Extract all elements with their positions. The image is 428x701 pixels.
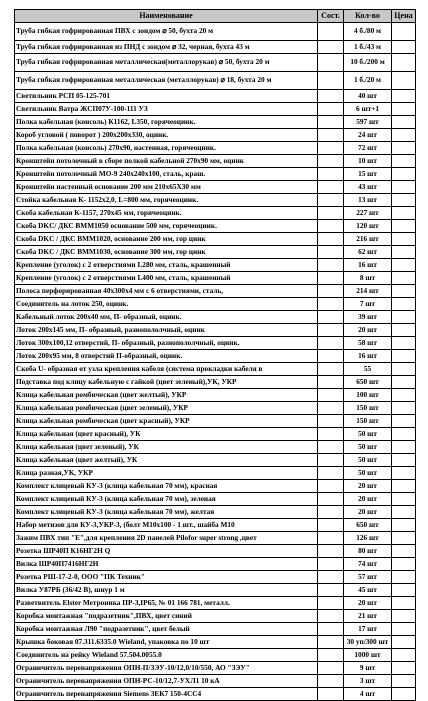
cell-unit <box>318 532 344 545</box>
table-row <box>15 129 416 142</box>
cell-qty: 55 <box>344 363 392 376</box>
table-row <box>15 54 416 72</box>
cell-name: Зажим ПВХ тип "Е",для крепления 2D панелей Pilofor super strong ,цвет <box>15 532 318 545</box>
table-row <box>15 454 416 467</box>
cell-unit <box>318 441 344 454</box>
header-price: Цена <box>392 10 416 23</box>
cell-qty: 6 шт+1 <box>344 103 392 116</box>
cell-price <box>392 298 416 311</box>
cell-unit <box>318 220 344 233</box>
cell-unit <box>318 207 344 220</box>
cell-qty: 30 уп/300 шт <box>344 636 392 649</box>
cell-unit <box>318 610 344 623</box>
cell-qty: 214 шт <box>344 285 392 298</box>
cell-unit <box>318 194 344 207</box>
cell-name: Крышка боковая 07.311.6335.0 Wieland, упаковка по 10 шт <box>15 636 318 649</box>
cell-price <box>392 142 416 155</box>
cell-unit <box>318 311 344 324</box>
cell-name: Вилка ШР40П7416НГ2Н <box>15 558 318 571</box>
cell-price <box>392 233 416 246</box>
cell-price <box>392 324 416 337</box>
cell-unit <box>318 116 344 129</box>
cell-unit <box>318 142 344 155</box>
cell-price <box>392 675 416 688</box>
cell-price <box>392 23 416 41</box>
cell-name: Короб угловой ( поворот ) 200х200х330, оцинк. <box>15 129 318 142</box>
cell-qty: 62 шт <box>344 246 392 259</box>
cell-price <box>392 116 416 129</box>
cell-qty: 50 шт <box>344 454 392 467</box>
cell-price <box>392 545 416 558</box>
table-row <box>15 558 416 571</box>
cell-price <box>392 72 416 90</box>
cell-name: Труба гибкая гофрированная металлическая(металлорукав) ⌀ 50, бухта 20 м <box>15 54 318 72</box>
cell-name: Клица кабельная ромбическая (цвет красный), УКР <box>15 415 318 428</box>
cell-price <box>392 194 416 207</box>
cell-qty: 1 б./43 м <box>344 41 392 54</box>
cell-qty: 50 шт <box>344 467 392 480</box>
cell-name: Ограничитель перенапряжения Siemens 3ЕК7 150-4СС4 <box>15 688 318 701</box>
cell-price <box>392 103 416 116</box>
cell-price <box>392 493 416 506</box>
cell-unit <box>318 54 344 72</box>
cell-price <box>392 454 416 467</box>
cell-name: Кронштейн потолочный в сборе полкой кабельной 270х90 мм, оцинк <box>15 155 318 168</box>
table-row <box>15 532 416 545</box>
cell-unit <box>318 571 344 584</box>
cell-unit <box>318 168 344 181</box>
cell-name: Набор метизов для КУ-3,УКР-3, (болт М10х100 - 1 шт., шайба М10 <box>15 519 318 532</box>
cell-price <box>392 41 416 54</box>
header-qty: Кол-во <box>344 10 392 23</box>
cell-qty: 20 шт <box>344 324 392 337</box>
cell-unit <box>318 493 344 506</box>
cell-price <box>392 350 416 363</box>
cell-qty: 24 шт <box>344 129 392 142</box>
cell-price <box>392 181 416 194</box>
table-row <box>15 662 416 675</box>
inventory-table <box>14 9 416 701</box>
cell-unit <box>318 90 344 103</box>
cell-qty: 16 шт <box>344 259 392 272</box>
cell-price <box>392 428 416 441</box>
cell-unit <box>318 688 344 701</box>
cell-name: Крепление (уголок) с 2 отверстиями L400 мм, сталь, крашенный <box>15 272 318 285</box>
cell-price <box>392 623 416 636</box>
table-row <box>15 623 416 636</box>
table-row <box>15 350 416 363</box>
cell-qty: 45 шт <box>344 584 392 597</box>
cell-unit <box>318 155 344 168</box>
cell-price <box>392 207 416 220</box>
cell-qty: 15 шт <box>344 168 392 181</box>
cell-price <box>392 155 416 168</box>
cell-qty: 4 шт <box>344 688 392 701</box>
cell-name: Кронштейн потолочный МО-9 240х240х100, сталь, краш. <box>15 168 318 181</box>
cell-unit <box>318 558 344 571</box>
table-row <box>15 545 416 558</box>
cell-price <box>392 584 416 597</box>
cell-unit <box>318 454 344 467</box>
cell-name: Коробка монтажная "подразетник",ПВХ, цвет синий <box>15 610 318 623</box>
cell-price <box>392 506 416 519</box>
cell-unit <box>318 636 344 649</box>
cell-qty: 3 шт <box>344 675 392 688</box>
cell-name: Клица кабельная (цвет желтый), УК <box>15 454 318 467</box>
table-row <box>15 363 416 376</box>
cell-name: Скоба DKC / ДКС ВММ1030, основание 300 мм, гор цинк <box>15 246 318 259</box>
cell-unit <box>318 415 344 428</box>
cell-name: Клица кабельная (цвет красный), УК <box>15 428 318 441</box>
table-row <box>15 324 416 337</box>
cell-unit <box>318 298 344 311</box>
table-row <box>15 480 416 493</box>
cell-unit <box>318 181 344 194</box>
table-row <box>15 41 416 54</box>
cell-qty: 126 шт <box>344 532 392 545</box>
cell-price <box>392 402 416 415</box>
cell-unit <box>318 519 344 532</box>
cell-qty: 10 б./200 м <box>344 54 392 72</box>
cell-unit <box>318 259 344 272</box>
table-row <box>15 23 416 41</box>
table-row <box>15 155 416 168</box>
cell-qty: 650 шт <box>344 376 392 389</box>
cell-price <box>392 636 416 649</box>
cell-price <box>392 246 416 259</box>
cell-name: Коробка монтажная Л90 "подразетник", цвет белый <box>15 623 318 636</box>
cell-name: Кабельный лоток 200х40 мм, П- образный, оцинк. <box>15 311 318 324</box>
cell-unit <box>318 363 344 376</box>
cell-qty: 1 б./20 м <box>344 72 392 90</box>
cell-price <box>392 168 416 181</box>
cell-name: Комплект клицевый КУ-3 (клица кабельная 70 мм), зеленая <box>15 493 318 506</box>
cell-qty: 80 шт <box>344 545 392 558</box>
table-row <box>15 337 416 350</box>
table-row <box>15 90 416 103</box>
table-row <box>15 597 416 610</box>
table-row <box>15 272 416 285</box>
cell-qty: 16 шт <box>344 350 392 363</box>
table-row <box>15 506 416 519</box>
cell-qty: 7 шт <box>344 298 392 311</box>
cell-price <box>392 649 416 662</box>
cell-name: Подставка под клицу кабельную с гайкой (цвет зеленый),УК, УКР <box>15 376 318 389</box>
cell-name: Клица разная,УК, УКР <box>15 467 318 480</box>
cell-qty: 8 шт <box>344 272 392 285</box>
cell-qty: 17 шт <box>344 623 392 636</box>
table-row <box>15 142 416 155</box>
cell-price <box>392 597 416 610</box>
table-row <box>15 402 416 415</box>
cell-price <box>392 389 416 402</box>
cell-unit <box>318 337 344 350</box>
table-row <box>15 649 416 662</box>
cell-unit <box>318 233 344 246</box>
cell-price <box>392 480 416 493</box>
cell-qty: 20 шт <box>344 480 392 493</box>
table-row <box>15 194 416 207</box>
table-row <box>15 116 416 129</box>
cell-qty: 597 шт <box>344 116 392 129</box>
cell-price <box>392 272 416 285</box>
cell-qty: 50 шт <box>344 441 392 454</box>
cell-qty: 57 шт <box>344 571 392 584</box>
table-row <box>15 467 416 480</box>
table-row <box>15 571 416 584</box>
table-row <box>15 688 416 701</box>
table-row <box>15 636 416 649</box>
cell-price <box>392 54 416 72</box>
table-row <box>15 519 416 532</box>
table-row <box>15 428 416 441</box>
cell-name: Клица кабельная ромбическая (цвет желтый), УКР <box>15 389 318 402</box>
cell-price <box>392 558 416 571</box>
table-row <box>15 493 416 506</box>
cell-name: Розетка РШ-17-2-0, ООО "ПК Техник" <box>15 571 318 584</box>
cell-price <box>392 90 416 103</box>
cell-qty: 20 шт <box>344 493 392 506</box>
table-row <box>15 441 416 454</box>
cell-qty: 100 шт <box>344 389 392 402</box>
cell-unit <box>318 389 344 402</box>
cell-qty: 227 шт <box>344 207 392 220</box>
cell-qty: 120 шт <box>344 220 392 233</box>
cell-unit <box>318 597 344 610</box>
table-row <box>15 233 416 246</box>
cell-qty: 40 шт <box>344 90 392 103</box>
cell-name: Скоба DKC/ ДКС ВММ1050 основание 500 мм, горячеоцинк. <box>15 220 318 233</box>
cell-name: Скоба U- образная от узла крепления кабеля (система прокладки кабеля в <box>15 363 318 376</box>
cell-name: Стойка кабельная К- 1152х2,0, L=800 мм, горячеоцинк. <box>15 194 318 207</box>
cell-name: Вилка У87РБ (36/42 В), шнур 1 м <box>15 584 318 597</box>
cell-unit <box>318 23 344 41</box>
table-row <box>15 298 416 311</box>
cell-name: Клица кабельная ромбическая (цвет зеленый), УКР <box>15 402 318 415</box>
cell-qty: 150 шт <box>344 415 392 428</box>
table-row <box>15 259 416 272</box>
cell-name: Светильник РСП 05-125-701 <box>15 90 318 103</box>
cell-price <box>392 285 416 298</box>
cell-price <box>392 688 416 701</box>
cell-price <box>392 259 416 272</box>
cell-price <box>392 610 416 623</box>
cell-unit <box>318 506 344 519</box>
table-row <box>15 584 416 597</box>
cell-unit <box>318 350 344 363</box>
cell-unit <box>318 649 344 662</box>
cell-price <box>392 129 416 142</box>
table-row <box>15 207 416 220</box>
cell-name: Труба гибкая гофрированная ПВХ с зондом ⌀ 50, бухта 20 м <box>15 23 318 41</box>
table-body <box>15 23 416 701</box>
cell-qty: 216 шт <box>344 233 392 246</box>
cell-unit <box>318 623 344 636</box>
cell-qty: 20 шт <box>344 506 392 519</box>
cell-price <box>392 532 416 545</box>
cell-price <box>392 363 416 376</box>
cell-qty: 58 шт <box>344 337 392 350</box>
cell-unit <box>318 72 344 90</box>
cell-qty: 150 шт <box>344 402 392 415</box>
cell-qty: 74 шт <box>344 558 392 571</box>
table-row <box>15 675 416 688</box>
cell-qty: 72 шт <box>344 142 392 155</box>
cell-name: Полка кабельная (консоль) 270х90, настенная, горячеоцинк. <box>15 142 318 155</box>
cell-qty: 1000 шт <box>344 649 392 662</box>
cell-name: Комплект клицевый КУ-3 (клица кабельная 70 мм), красная <box>15 480 318 493</box>
cell-price <box>392 415 416 428</box>
table-row <box>15 246 416 259</box>
cell-name: Труба гибкая гофрированная металлическая (металлорукав) ⌀ 18, бухта 20 м <box>15 72 318 90</box>
cell-qty: 10 шт <box>344 155 392 168</box>
table-row <box>15 610 416 623</box>
cell-name: Лоток 200х95 мм, 8 отверстий П-образный, оцинк. <box>15 350 318 363</box>
table-row <box>15 415 416 428</box>
cell-name: Скоба кабельная К-1157, 270х45 мм, горячеоцинк. <box>15 207 318 220</box>
cell-name: Ограничитель перенапряжения ОПН-П/ЗЭУ-10/12,0/10/550, АО "ЗЭУ" <box>15 662 318 675</box>
cell-unit <box>318 545 344 558</box>
cell-qty: 9 шт <box>344 662 392 675</box>
cell-unit <box>318 428 344 441</box>
cell-name: Клица кабельная (цвет зеленый), УК <box>15 441 318 454</box>
cell-unit <box>318 584 344 597</box>
table-row <box>15 72 416 90</box>
cell-unit <box>318 376 344 389</box>
cell-name: Розетка ШР40П К16НГ2Н Q <box>15 545 318 558</box>
cell-price <box>392 337 416 350</box>
cell-name: Лоток 200х145 мм, П- образный, разнопололчный, оцинк <box>15 324 318 337</box>
header-name: Наименование <box>15 10 318 23</box>
table-row <box>15 181 416 194</box>
table-row <box>15 376 416 389</box>
cell-name: Лоток 300х100,12 отверстий, П- образный, разнопололчный, оцинк. <box>15 337 318 350</box>
cell-name: Разветвитель Elster Метроника ПР-3,IP65, № 01 166 781, металл. <box>15 597 318 610</box>
cell-price <box>392 467 416 480</box>
cell-qty: 4 б./80 м <box>344 23 392 41</box>
cell-name: Полоса перфорированная 40х300х4 мм с 6 отверстиями, сталь, <box>15 285 318 298</box>
cell-name: Скоба DKC / ДКС ВММ1020, основание 200 мм, гор цинк <box>15 233 318 246</box>
cell-qty: 650 шт <box>344 519 392 532</box>
table-row <box>15 285 416 298</box>
cell-name: Соединитель на лоток 250, оцинк. <box>15 298 318 311</box>
cell-name: Комплект клицевый КУ-3 (клица кабельная 70 мм), желтая <box>15 506 318 519</box>
cell-qty: 43 шт <box>344 181 392 194</box>
cell-qty: 21 шт <box>344 610 392 623</box>
cell-unit <box>318 103 344 116</box>
cell-price <box>392 571 416 584</box>
table-row <box>15 168 416 181</box>
cell-unit <box>318 246 344 259</box>
cell-price <box>392 376 416 389</box>
cell-qty: 39 шт <box>344 311 392 324</box>
table-row <box>15 220 416 233</box>
cell-unit <box>318 41 344 54</box>
cell-name: Соединитель на рейку Wieland 57.504.0055.0 <box>15 649 318 662</box>
cell-name: Кронштейн настенный основание 200 мм 210x65X30 мм <box>15 181 318 194</box>
cell-unit <box>318 285 344 298</box>
cell-unit <box>318 675 344 688</box>
header-unit: Сост. <box>318 10 344 23</box>
table-header-row <box>15 10 416 23</box>
cell-unit <box>318 402 344 415</box>
cell-name: Светильник Ватра ЖСП07У-100-111 УЗ <box>15 103 318 116</box>
cell-price <box>392 662 416 675</box>
cell-price <box>392 441 416 454</box>
cell-name: Труба гибкая гофрированная из ПНД с зондом ⌀ 32, черная, бухта 43 м <box>15 41 318 54</box>
table-row <box>15 389 416 402</box>
table-row <box>15 311 416 324</box>
table-row <box>15 103 416 116</box>
cell-unit <box>318 129 344 142</box>
cell-price <box>392 220 416 233</box>
cell-price <box>392 519 416 532</box>
cell-unit <box>318 272 344 285</box>
cell-unit <box>318 467 344 480</box>
cell-unit <box>318 662 344 675</box>
cell-unit <box>318 480 344 493</box>
cell-name: Ограничитель перенапряжения ОПН-РС-10/12,7-УХЛ1 10 кА <box>15 675 318 688</box>
cell-unit <box>318 324 344 337</box>
cell-name: Крепление (уголок) с 2 отверстиями L280 мм, сталь, крашенный <box>15 259 318 272</box>
cell-qty: 20 шт <box>344 597 392 610</box>
cell-price <box>392 311 416 324</box>
cell-qty: 50 шт <box>344 428 392 441</box>
cell-qty: 13 шт <box>344 194 392 207</box>
cell-name: Полка кабельная (консоль) К1162, L350, горячеоцинк. <box>15 116 318 129</box>
